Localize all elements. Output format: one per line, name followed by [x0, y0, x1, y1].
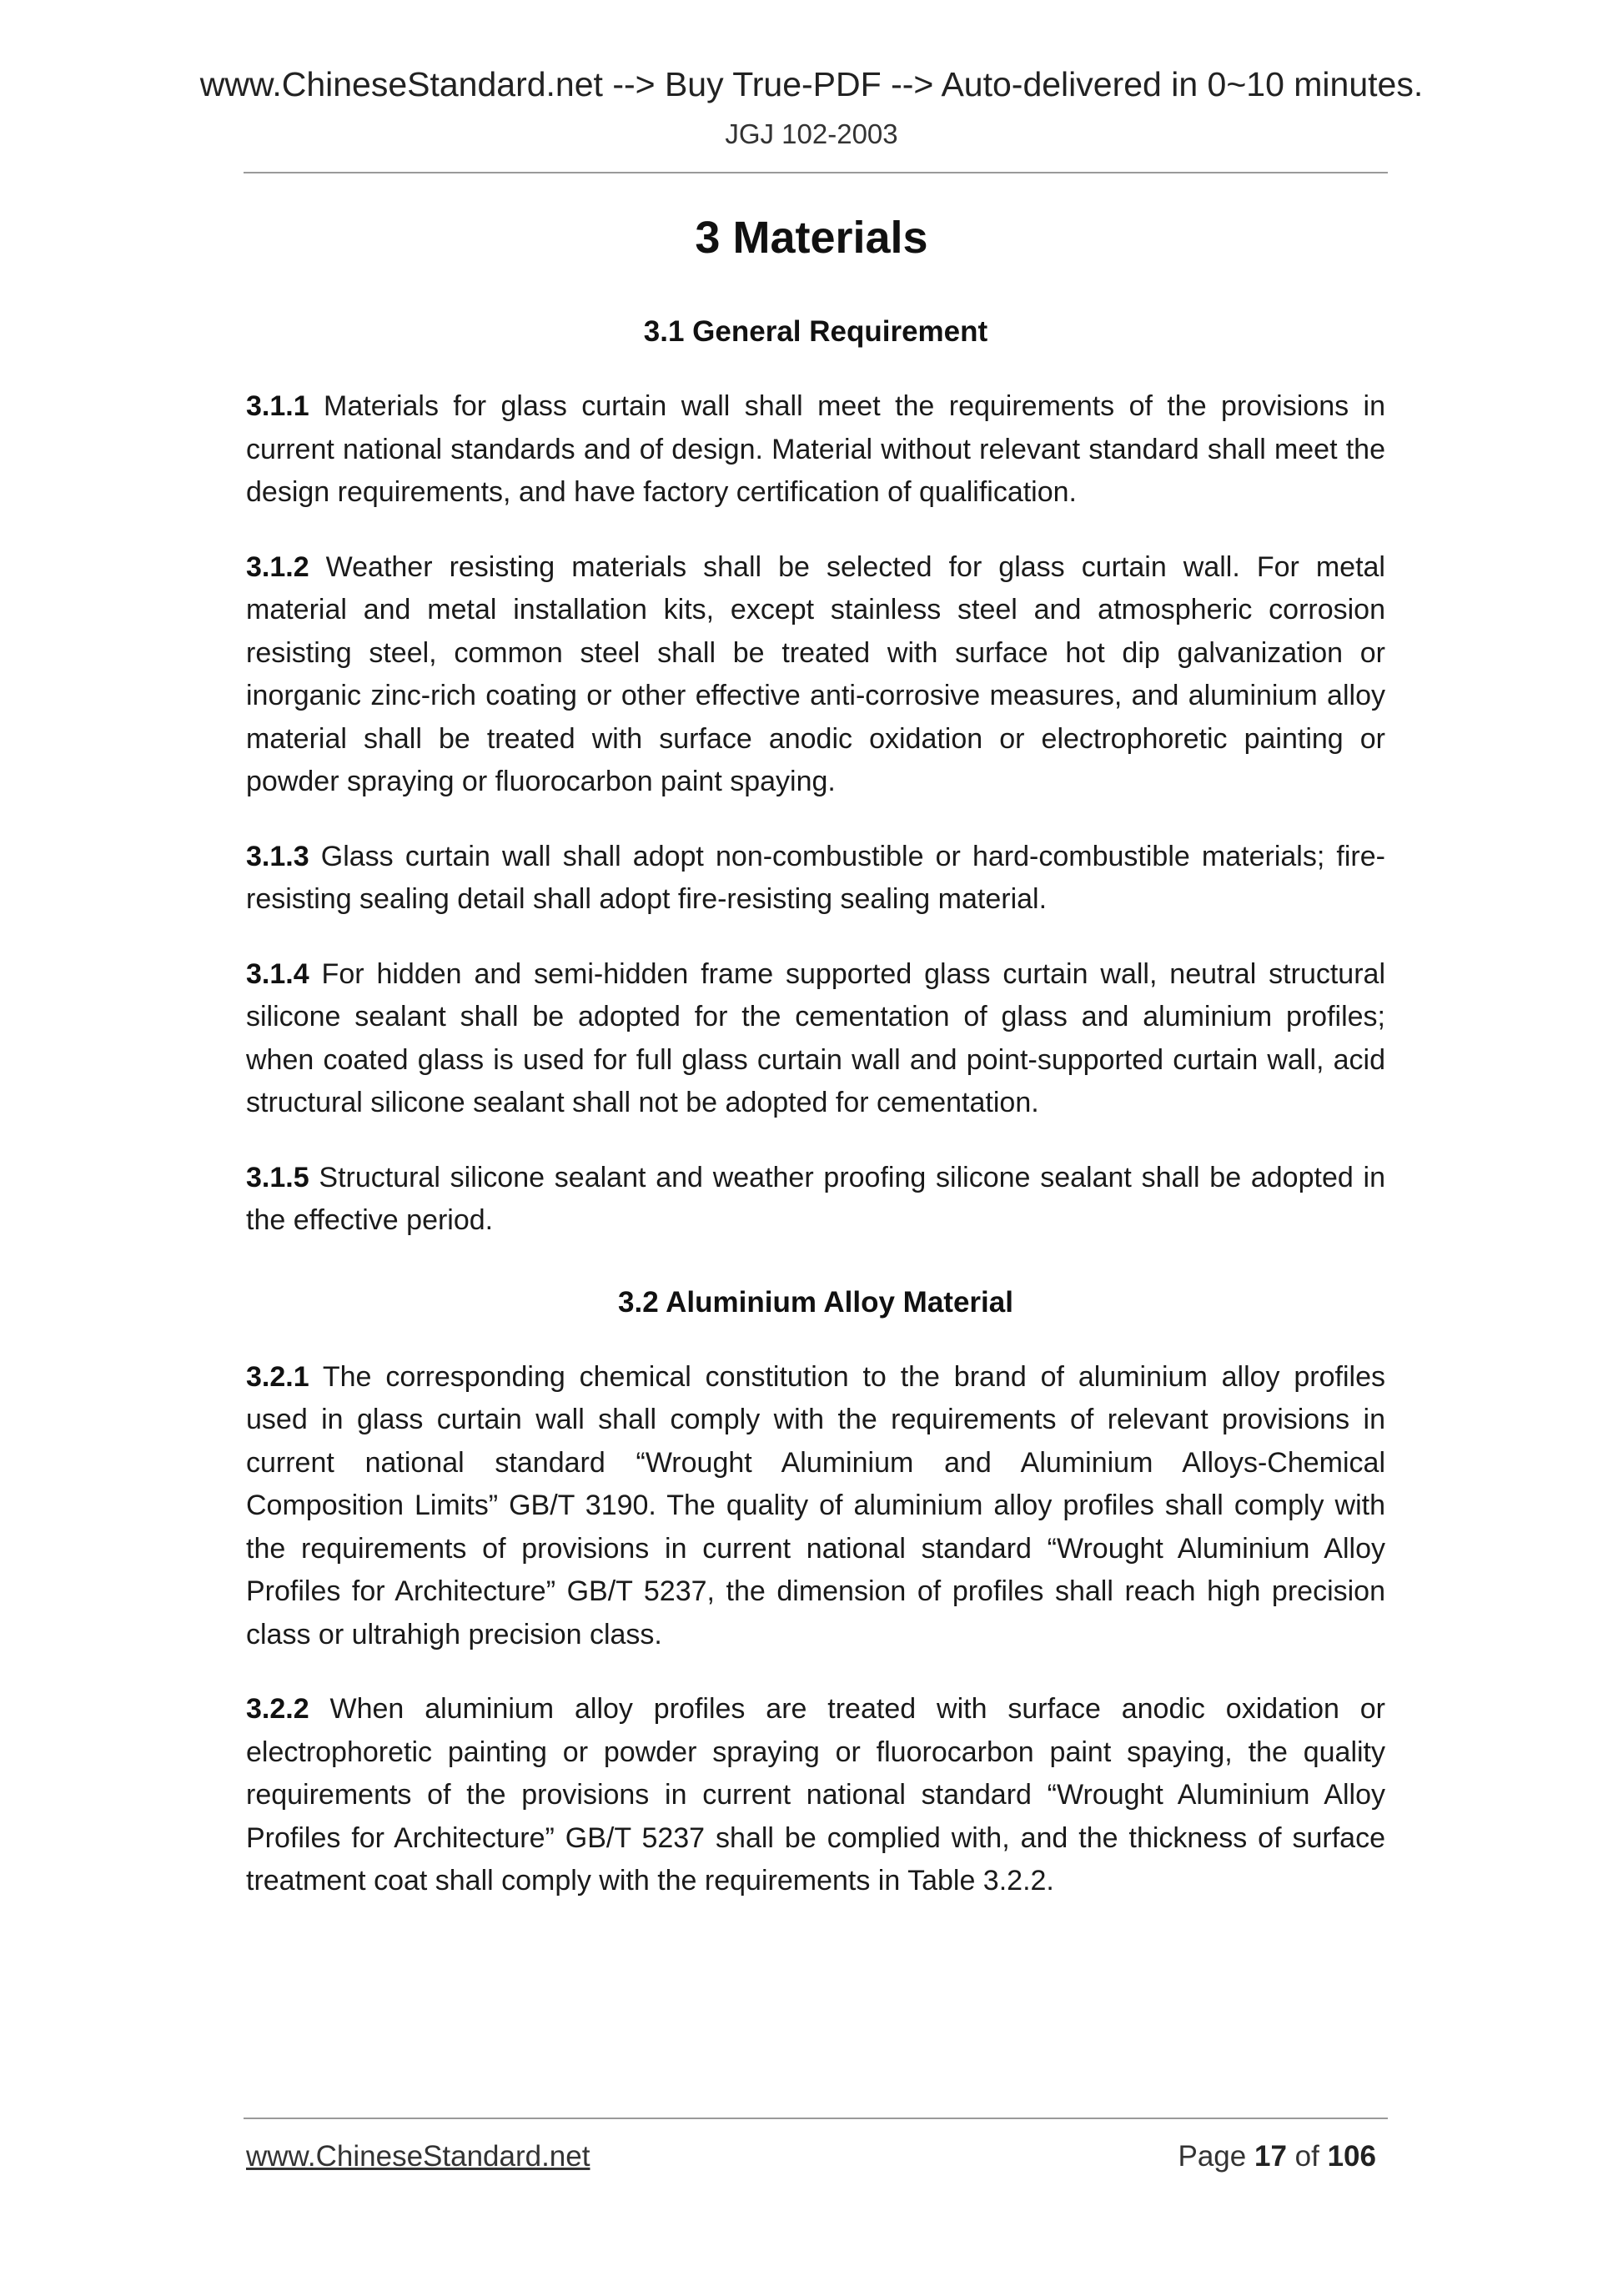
clause-3-2-1 — [246, 1356, 1385, 1657]
footer-site-link[interactable]: www.ChineseStandard.net — [246, 2140, 590, 2173]
clause-3-1-1 — [246, 385, 1385, 515]
clause-number: 3.1.1 — [246, 390, 309, 422]
clause-text: The corresponding chemical constitution to the brand of aluminium alloy profiles used in glass curtain wall shall comply with the requirements of relevant provisions in current national standard “Wrought Aluminium and Aluminium Alloys-Chemical Composition Limits” GB/T 3190. The quality of aluminium alloy profiles shall comply with the requirements of provisions in current national standard “Wrought Aluminium Alloy Profiles for Architecture” GB/T 5237, the dimension of profiles shall reach high precision class or ultrahigh precision class. — [246, 1360, 1386, 1650]
clause-number: 3.2.2 — [246, 1693, 309, 1725]
clause-3-1-4 — [246, 953, 1385, 1125]
page-indicator — [1178, 2140, 1377, 2173]
clause-text: For hidden and semi-hidden frame supported glass curtain wall, neutral structural silicone sealant shall be adopted for the cementation of glass and aluminium profiles; when coated glass is used for full glass curtain wall and point-supported curtain wall, acid structural silicone sealant shall not be adopted for cementation. — [246, 957, 1385, 1118]
clause-3-1-3 — [246, 836, 1385, 922]
clause-number: 3.1.4 — [246, 957, 309, 990]
clause-number: 3.2.1 — [246, 1360, 309, 1393]
chapter-title: 3 Materials — [695, 213, 928, 263]
clause-text: Glass curtain wall shall adopt non-combustible or hard-combustible materials; fire-resisting sealing detail shall adopt fire-resisting sealing material. — [246, 840, 1385, 915]
of-word: of — [1294, 2140, 1319, 2173]
current-page-number: 17 — [1254, 2140, 1287, 2173]
clause-text: Weather resisting materials shall be selected for glass curtain wall. For metal material and metal installation kits, except stainless steel and atmospheric corrosion resisting steel, common steel shall be treated with surface hot dip galvanization or inorganic zinc-rich coating or other effective anti-corrosive measures, and aluminium alloy material shall be treated with surface anodic oxidation or electrophoretic painting or powder spraying or fluorocarbon paint spaying. — [246, 550, 1385, 797]
clause-3-2-2 — [246, 1688, 1385, 1903]
page-word: Page — [1178, 2140, 1247, 2173]
total-pages-number: 106 — [1327, 2140, 1376, 2173]
clause-number: 3.1.5 — [246, 1161, 309, 1193]
header-banner: www.ChineseStandard.net --> Buy True-PDF --> Auto-delivered in 0~10 minutes. — [199, 65, 1424, 103]
clause-3-1-2 — [246, 546, 1385, 804]
clause-3-1-5 — [246, 1157, 1385, 1243]
section-heading-aluminium-alloy-material: 3.2 Aluminium Alloy Material — [618, 1285, 1013, 1319]
section-heading-general-requirement: 3.1 General Requirement — [643, 315, 988, 348]
clause-text: Materials for glass curtain wall shall meet the requirements of the provisions in current national standards and of design. Material without relevant standard shall meet the design requirements, and have factory certification of qualification. — [246, 390, 1385, 508]
clause-text: Structural silicone sealant and weather proofing silicone sealant shall be adopted in the effective period. — [246, 1161, 1385, 1236]
document-body — [246, 315, 1385, 1935]
footer-divider — [244, 2118, 1388, 2119]
clause-number: 3.1.2 — [246, 550, 309, 583]
standard-code: JGJ 102-2003 — [725, 118, 898, 149]
clause-text: When aluminium alloy profiles are treated with surface anodic oxidation or electrophoretic painting or powder spraying or fluorocarbon paint spaying, the quality requirements of the provisions in current national standard “Wrought Aluminium Alloy Profiles for Architecture” GB/T 5237 shall be complied with, and the thickness of surface treatment coat shall comply with the requirements in Table 3.2.2. — [246, 1693, 1385, 1897]
header-divider — [244, 172, 1388, 173]
clause-number: 3.1.3 — [246, 840, 309, 872]
